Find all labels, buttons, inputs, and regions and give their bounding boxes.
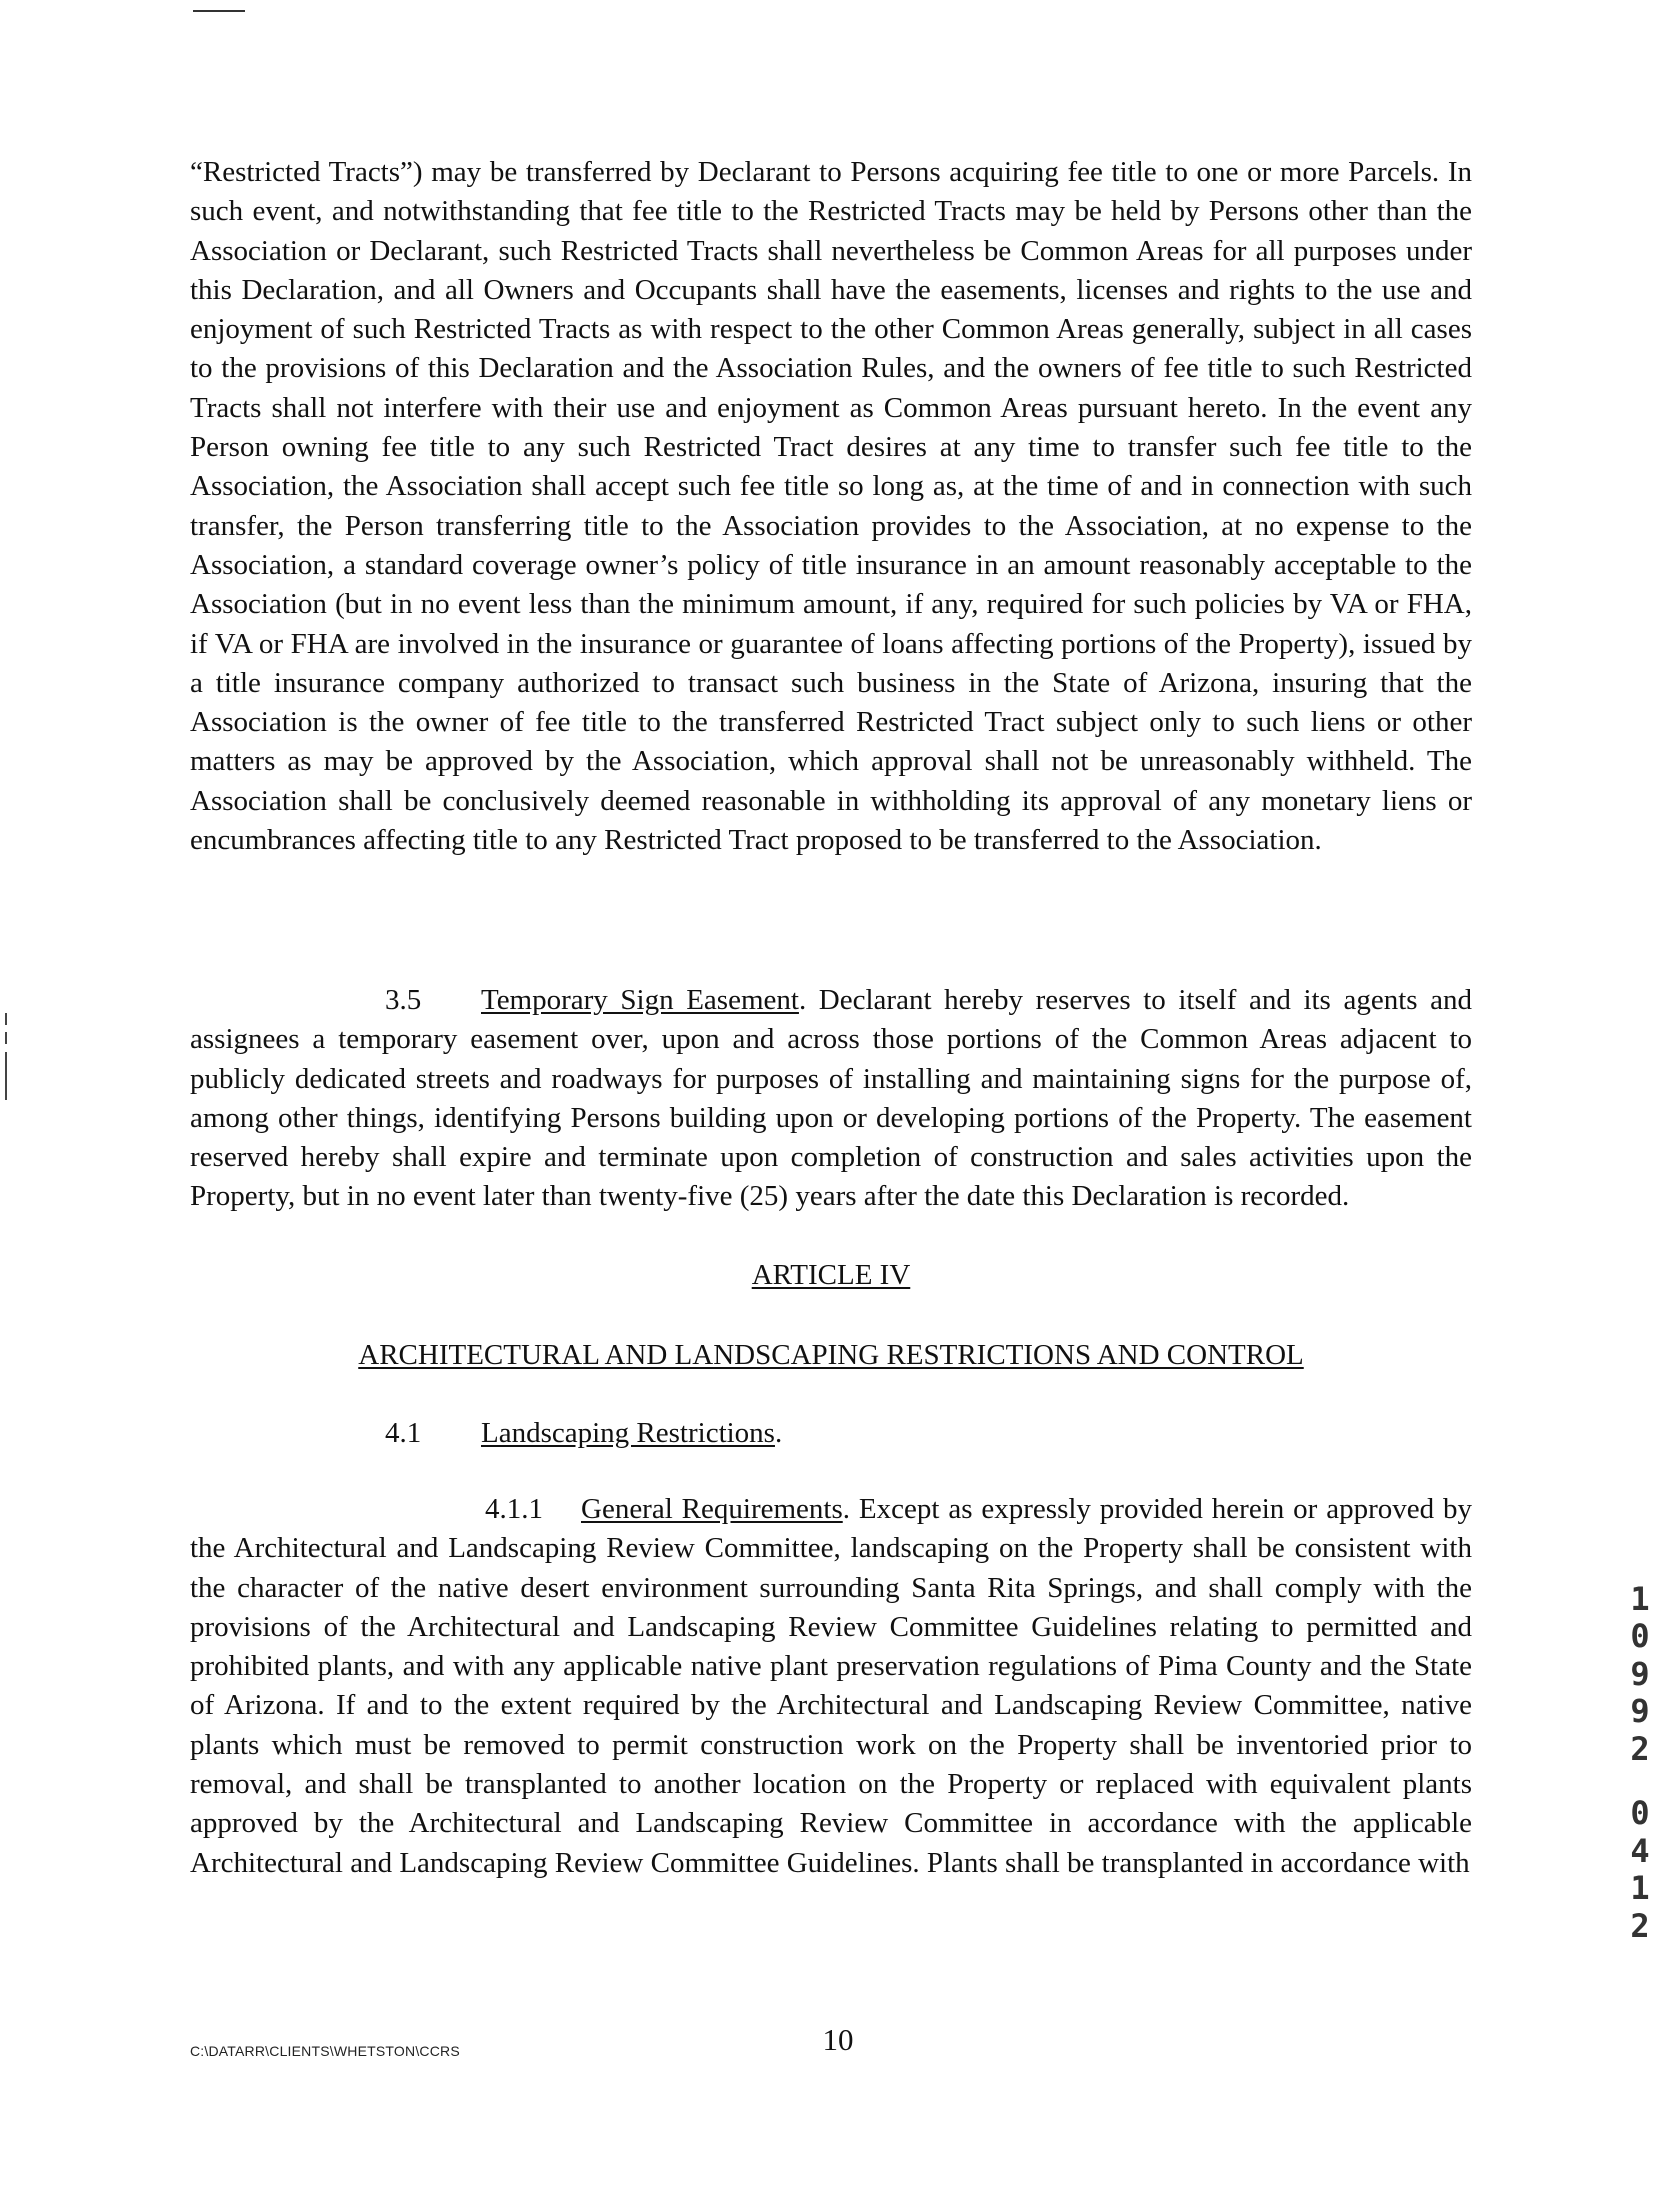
recording-stamp-digit: 4 <box>1630 1832 1650 1870</box>
recording-stamp-digit: 2 <box>1630 1730 1650 1768</box>
section-4-1-1-text: Except as expressly provided herein or approved by the Architectural and Landscaping Review Committee, landscaping on the Property shall be consistent with the character of the native desert environment surrounding Santa Rita Springs, and shall comply with the provisions of the Architectural and Landscaping Review Committee Guidelines relating to permitted and prohibited plants, and with any applicable native plant preservation regulations of Pima County and the State of Arizona. If and to the extent required by the Architectural and Landscaping Review Committee, native plants which must be removed to permit construction work on the Property shall be inventoried prior to removal, and shall be transplanted to another location on the Property or replaced with equivalent plants approved by the Architectural and Landscaping Review Committee in accordance with the applicable Architectural and Landscaping Review Committee Guidelines. Plants shall be transplanted in accordance with <box>190 1493 1473 1879</box>
recording-stamp-digit: 1 <box>1630 1580 1650 1618</box>
recording-stamp-digit: 0 <box>1630 1617 1650 1655</box>
recording-stamp-digit: 2 <box>1630 1907 1650 1945</box>
page-number: 10 <box>822 2022 854 2057</box>
recording-stamp-digit: 0 <box>1630 1794 1650 1832</box>
margin-mark <box>5 1052 7 1100</box>
section-4-1-1-title: General Requirements <box>581 1493 843 1525</box>
top-edge-mark <box>193 10 245 12</box>
footer-file-path: C:\DATARR\CLIENTS\WHETSTON\CCRS <box>190 2043 460 2059</box>
section-3-5-title: Temporary Sign Easement <box>481 984 799 1016</box>
article-title: ARCHITECTURAL AND LANDSCAPING RESTRICTIONS AND CONTROL <box>358 1339 1304 1371</box>
recording-stamp-digit: 9 <box>1630 1655 1650 1693</box>
article-number: ARTICLE IV <box>751 1259 911 1291</box>
paragraph-restricted-tracts: “Restricted Tracts”) may be transferred by Declarant to Persons acquiring fee title to one or more Parcels. In such event, and notwithstanding that fee title to the Restricted Tracts may be held by Persons other than the Association or Declarant, such Restricted Tracts shall nevertheless be Common Areas for all purposes under this Declaration, and all Owners and Occupants shall have the easements, licenses and rights to the use and enjoyment of such Restricted Tracts as with respect to the other Common Areas generally, subject in all cases to the provisions of this Declaration and the Association Rules, and the owners of fee title to such Restricted Tracts shall not interfere with their use and enjoyment as Common Areas pursuant hereto. In the event any Person owning fee title to any such Restricted Tract desires at any time to transfer such fee title to the Association, the Association shall accept such fee title so long as, at the time of and in connection with such transfer, the Person transferring title to the Association provides to the Association, at no expense to the Association, a standard coverage owner’s policy of title insurance in an amount reasonably acceptable to the Association (but in no event less than the minimum amount, if any, required for such policies by VA or FHA, if VA or FHA are involved in the insurance or guarantee of loans affecting portions of the Property), issued by a title insurance company authorized to transact such business in the State of Arizona, insuring that the Association is the owner of fee title to the transferred Restricted Tract subject only to such liens or other matters as may be approved by the Association, which approval shall not be unreasonably withheld. The Association shall be conclusively deemed reasonable in withholding its approval of any monetary liens or encumbrances affecting title to any Restricted Tract proposed to be transferred to the Association. <box>190 156 1472 857</box>
section-4-1-1-paragraph: 4.1.1 General Requirements. Except as expressly provided herein or approved by the Architectural and Landscaping Review Committee, landscaping on the Property shall be consistent with the character of the native desert environment surrounding Santa Rita Springs, and shall comply with the provisions of the Architectural and Landscaping Review Committee Guidelines relating to permitted and prohibited plants, and with any applicable native plant preservation regulations of Pima County and the State of Arizona. If and to the extent required by the Architectural and Landscaping Review Committee, native plants which must be removed to permit construction work on the Property shall be inventoried prior to removal, and shall be transplanted to another location on the Property or replaced with equivalent plants approved by the Architectural and Landscaping Review Committee in accordance with the applicable Architectural and Landscaping Review Committee Guidelines. Plants shall be transplanted in accordance with <box>190 1490 1472 1883</box>
section-3-5-text: Declarant hereby reserves to itself and its agents and assignees a temporary easement over, upon and across those portions of the Common Areas adjacent to publicly dedicated streets and roadways for purposes of installing and maintaining signs for the purpose of, among other things, identifying Persons building upon or developing portions of the Property. The easement reserved hereby shall expire and terminate upon completion of construction and sales activities upon the Property, but in no event later than twenty-five (25) years after the date this Declaration is recorded. <box>190 984 1473 1213</box>
recording-stamp-digit: 1 <box>1630 1869 1650 1907</box>
recording-stamp-digit: 9 <box>1630 1692 1650 1730</box>
section-4-1-heading: 4.1 Landscaping Restrictions. <box>385 1414 782 1453</box>
margin-mark <box>5 1013 7 1025</box>
section-3-5-paragraph: 3.5 Temporary Sign Easement. Declarant hereby reserves to itself and its agents and assignees a temporary easement over, upon and across those portions of the Common Areas adjacent to publicly dedicated streets and roadways for purposes of installing and maintaining signs for the purpose of, among other things, identifying Persons building upon or developing portions of the Property. The easement reserved hereby shall expire and terminate upon completion of construction and sales activities upon the Property, but in no event later than twenty-five (25) years after the date this Declaration is recorded. <box>190 981 1472 1217</box>
section-3-5-number: 3.5 <box>385 984 422 1016</box>
section-4-1-number: 4.1 <box>385 1417 422 1449</box>
section-4-1-title: Landscaping Restrictions <box>481 1417 775 1449</box>
margin-mark <box>5 1032 7 1044</box>
section-4-1-1-number: 4.1.1 <box>485 1493 543 1525</box>
